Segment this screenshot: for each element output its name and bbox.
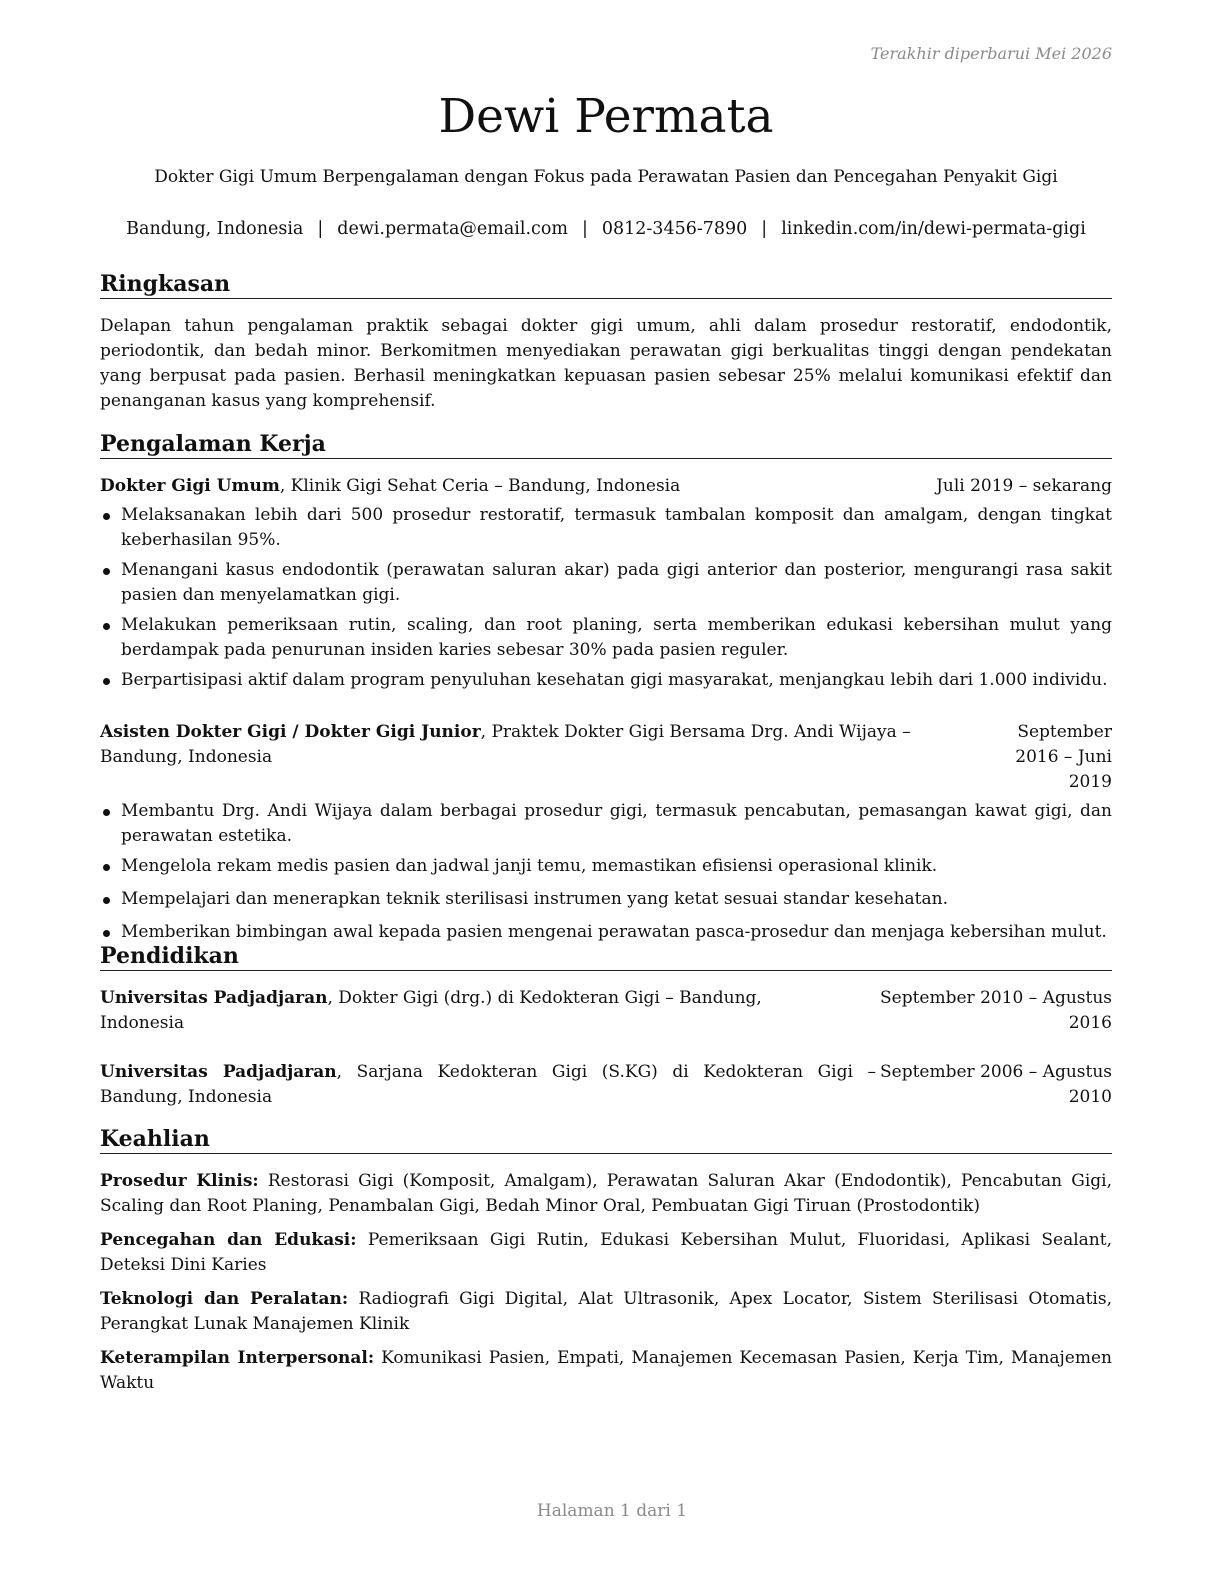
contact-phone: 0812-3456-7890: [601, 219, 748, 239]
education-school: Universitas Padjadjaran: [100, 1062, 337, 1082]
list-item: [100, 799, 1112, 849]
bullet-icon: [103, 513, 110, 520]
job-employer: , Klinik Gigi Sehat Ceria – Bandung, Indonesia: [279, 476, 681, 496]
job-title-line: [100, 474, 936, 499]
education-school: Universitas Padjadjaran: [100, 988, 328, 1008]
skill-group: [100, 1346, 1112, 1396]
summary-section: [100, 270, 1112, 414]
contact-linkedin[interactable]: linkedin.com/in/dewi-permata-gigi: [781, 219, 1086, 239]
list-item: [100, 854, 1112, 879]
skill-text: Pemeriksaan Gigi Rutin, Edukasi Kebersihan Mulut, Fluoridasi, Aplikasi Sealant, Deteksi Dini Karies: [100, 1230, 1112, 1275]
last-updated-note: Terakhir diperbarui Mei 2026: [870, 44, 1112, 63]
job-header: [100, 474, 1112, 499]
job-dates: September 2016 – Juni 2019: [1015, 722, 1112, 792]
skill-group: [100, 1228, 1112, 1278]
bullet-text: Melakukan pemeriksaan rutin, scaling, dan root planing, serta memberikan edukasi kebersihan mulut yang berdampak pada penurunan insiden karies sebesar 30% pada pasien reguler.: [121, 615, 1112, 660]
education-degree: , Dokter Gigi (drg.) di Kedokteran Gigi – Bandung, Indonesia: [100, 988, 762, 1033]
skill-text: Radiografi Gigi Digital, Alat Ultrasonik, Apex Locator, Sistem Sterilisasi Otomatis, Perangkat Lunak Manajemen Klinik: [100, 1289, 1112, 1334]
bullet-icon: [103, 678, 110, 685]
education-dates: September 2010 – Agustus 2016: [880, 988, 1112, 1033]
skill-label: Pencegahan dan Edukasi:: [100, 1230, 357, 1250]
job-dates: Juli 2019 – sekarang: [936, 476, 1112, 496]
list-item: [100, 668, 1112, 693]
contact-location: Bandung, Indonesia: [126, 219, 304, 239]
contact-separator: |: [761, 219, 768, 239]
skill-text: Komunikasi Pasien, Empati, Manajemen Kecemasan Pasien, Kerja Tim, Manajemen Waktu: [100, 1348, 1112, 1393]
education-dates: September 2006 – Agustus 2010: [880, 1062, 1112, 1107]
education-degree: , Sarjana Kedokteran Gigi (S.KG) di Kedokteran Gigi – Bandung, Indonesia: [100, 1062, 876, 1107]
education-title-line: [100, 1060, 880, 1110]
bullet-text: Melaksanakan lebih dari 500 prosedur restoratif, termasuk tambalan komposit dan amalgam, dengan tingkat keberhasilan 95%.: [121, 505, 1112, 550]
skill-label: Teknologi dan Peralatan:: [100, 1289, 349, 1309]
section-title: Pengalaman Kerja: [100, 430, 1112, 459]
skill-group: [100, 1287, 1112, 1337]
job-employer: , Praktek Dokter Gigi Bersama Drg. Andi Wijaya – Bandung, Indonesia: [100, 722, 911, 767]
bullet-icon: [103, 930, 110, 937]
candidate-headline: Dokter Gigi Umum Berpengalaman dengan Fokus pada Perawatan Pasien dan Pencegahan Penyakit Gigi: [154, 167, 1058, 187]
list-item: [100, 558, 1112, 608]
job-header: [100, 720, 1112, 795]
contact-email[interactable]: dewi.permata@email.com: [337, 219, 568, 239]
skill-text: Restorasi Gigi (Komposit, Amalgam), Perawatan Saluran Akar (Endodontik), Pencabutan Gigi, Scaling dan Root Planing, Penambalan Gigi, Bedah Minor Oral, Pembuatan Gigi Tiruan (Prostodontik): [100, 1171, 1112, 1216]
job-title-line: [100, 720, 982, 795]
bullet-icon: [103, 897, 110, 904]
candidate-name: Dewi Permata: [438, 89, 774, 144]
education-entry: [100, 986, 1112, 1036]
skills-section: [100, 1125, 1112, 1396]
contact-line: [100, 219, 1112, 239]
education-section: [100, 942, 1112, 1110]
contact-separator: |: [581, 219, 588, 239]
education-entry: [100, 1060, 1112, 1110]
section-title: Pendidikan: [100, 942, 1112, 971]
bullet-text: Mempelajari dan menerapkan teknik sterilisasi instrumen yang ketat sesuai standar kesehatan.: [121, 889, 948, 909]
bullet-icon: [103, 623, 110, 630]
job-bullet-list: [100, 503, 1112, 693]
experience-section: [100, 430, 1112, 945]
page-number: Halaman 1 dari 1: [536, 1501, 688, 1521]
bullet-text: Menangani kasus endodontik (perawatan saluran akar) pada gigi anterior dan posterior, mengurangi rasa sakit pasien dan menyelamatkan gigi.: [121, 560, 1112, 605]
job-entry: [100, 720, 1112, 945]
bullet-text: Mengelola rekam medis pasien dan jadwal janji temu, memastikan efisiensi operasional klinik.: [121, 856, 938, 876]
job-role: Dokter Gigi Umum: [100, 476, 280, 496]
skill-label: Keterampilan Interpersonal:: [100, 1348, 375, 1368]
job-role: Asisten Dokter Gigi / Dokter Gigi Junior: [100, 722, 481, 742]
skill-label: Prosedur Klinis:: [100, 1171, 259, 1191]
contact-separator: |: [317, 219, 324, 239]
bullet-text: Membantu Drg. Andi Wijaya dalam berbagai prosedur gigi, termasuk pencabutan, pemasangan kawat gigi, dan perawatan estetika.: [121, 801, 1112, 846]
list-item: [100, 613, 1112, 663]
summary-text: Delapan tahun pengalaman praktik sebagai dokter gigi umum, ahli dalam prosedur restoratif, endodontik, periodontik, dan bedah minor. Berkomitmen menyediakan perawatan gigi berkualitas tinggi dengan pendekatan yang berpusat pada pasien. Berhasil meningkatkan kepuasan pasien sebesar 25% melalui komunikasi efektif dan penanganan kasus yang komprehensif.: [100, 316, 1112, 411]
education-title-line: [100, 986, 872, 1036]
section-title: Keahlian: [100, 1125, 1112, 1154]
bullet-icon: [103, 568, 110, 575]
list-item: [100, 887, 1112, 912]
section-title: Ringkasan: [100, 270, 1112, 299]
bullet-text: Memberikan bimbingan awal kepada pasien mengenai perawatan pasca-prosedur dan menjaga kebersihan mulut.: [121, 922, 1107, 942]
skill-group: [100, 1169, 1112, 1219]
job-entry: [100, 474, 1112, 693]
list-item: [100, 503, 1112, 553]
bullet-icon: [103, 809, 110, 816]
bullet-icon: [103, 864, 110, 871]
bullet-text: Berpartisipasi aktif dalam program penyuluhan kesehatan gigi masyarakat, menjangkau lebih dari 1.000 individu.: [121, 670, 1108, 690]
job-bullet-list: [100, 799, 1112, 945]
